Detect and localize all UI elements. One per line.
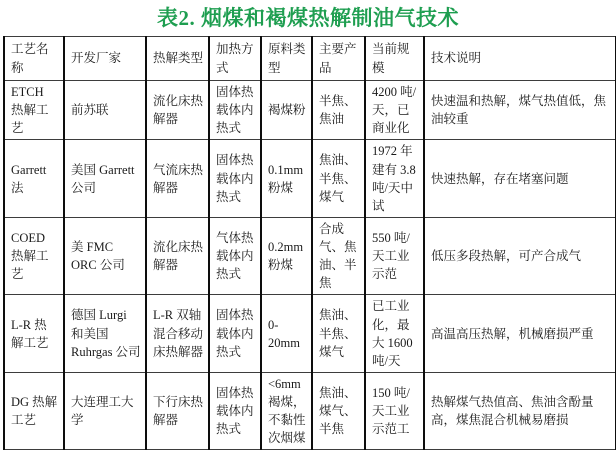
table-cell: L-R 热解工艺 xyxy=(4,295,64,373)
table-cell: 快速热解，存在堵塞问题 xyxy=(424,140,616,218)
column-header: 工艺名称 xyxy=(4,37,64,81)
table-cell: 美国 Garrett 公司 xyxy=(64,140,146,218)
table-cell: 固体热载体内热式 xyxy=(209,81,261,140)
table-cell: 固体热载体内热式 xyxy=(209,140,261,218)
table-cell: 焦油、半焦、煤气 xyxy=(312,140,365,218)
table-cell: 固体热载体内热式 xyxy=(209,372,261,450)
table-row xyxy=(4,372,616,450)
table-title: 表2. 烟煤和褐煤热解制油气技术 xyxy=(157,6,459,30)
table-cell: 德国 Lurgi 和美国 Ruhrgas 公司 xyxy=(64,295,146,373)
table-cell: 4200 吨/天，已商业化 xyxy=(365,81,424,140)
table-cell: ETCH 热解工艺 xyxy=(4,81,64,140)
table-cell: 550 吨/天工业示范 xyxy=(365,217,424,295)
table-cell: 0.2mm 粉煤 xyxy=(261,217,312,295)
column-header: 当前规模 xyxy=(365,37,424,81)
table-cell: L-R 双轴混合移动床热解器 xyxy=(146,295,209,373)
column-header: 开发厂家 xyxy=(64,37,146,81)
table-cell: 已工业化，最大 1600 吨/天 xyxy=(365,295,424,373)
table-cell: 气流床热解器 xyxy=(146,140,209,218)
table-cell: 固体热载体内热式 xyxy=(209,295,261,373)
table-cell: 高温高压热解，机械磨损严重 xyxy=(424,295,616,373)
table-cell: 前苏联 xyxy=(64,81,146,140)
table-cell: Garrett 法 xyxy=(4,140,64,218)
table-cell: 大连理工大学 xyxy=(64,372,146,450)
table-cell: DG 热解工艺 xyxy=(4,372,64,450)
table-row xyxy=(4,81,616,140)
table-cell: 焦油、半焦、煤气 xyxy=(312,295,365,373)
table-cell: 流化床热解器 xyxy=(146,217,209,295)
table-cell: 150 吨/天工业示范工 xyxy=(365,372,424,450)
table-cell: 0.1mm 粉煤 xyxy=(261,140,312,218)
table-cell: 流化床热解器 xyxy=(146,81,209,140)
table-cell: 合成气、焦油、半焦 xyxy=(312,217,365,295)
table-cell: <6mm 褐煤，不黏性次烟煤 xyxy=(261,372,312,450)
column-header: 技术说明 xyxy=(424,37,616,81)
table-cell: 下行床热解器 xyxy=(146,372,209,450)
column-header: 主要产品 xyxy=(312,37,365,81)
table-row xyxy=(4,295,616,373)
column-header: 原料类型 xyxy=(261,37,312,81)
table-cell: 焦油、煤气、半焦 xyxy=(312,372,365,450)
column-header: 热解类型 xyxy=(146,37,209,81)
table-row xyxy=(4,217,616,295)
table-cell: 美 FMC ORC 公司 xyxy=(64,217,146,295)
table-cell: 1972 年建有 3.8 吨/天中试 xyxy=(365,140,424,218)
table-cell: COED 热解工艺 xyxy=(4,217,64,295)
table-cell: 褐煤粉 xyxy=(261,81,312,140)
table-body xyxy=(4,81,616,450)
column-header: 加热方式 xyxy=(209,37,261,81)
table-cell: 热解煤气热值高、焦油含酚量高，煤焦混合机械易磨损 xyxy=(424,372,616,450)
table-header-row xyxy=(4,37,616,81)
table-cell: 快速温和热解，煤气热值低，焦油较重 xyxy=(424,81,616,140)
table-cell: 气体热载体内热式 xyxy=(209,217,261,295)
table-row xyxy=(4,140,616,218)
header-row xyxy=(4,37,616,81)
table-cell: 低压多段热解，可产合成气 xyxy=(424,217,616,295)
pyrolysis-tech-table xyxy=(3,36,616,450)
table-cell: 半焦、焦油 xyxy=(312,81,365,140)
table-cell: 0-20mm xyxy=(261,295,312,373)
